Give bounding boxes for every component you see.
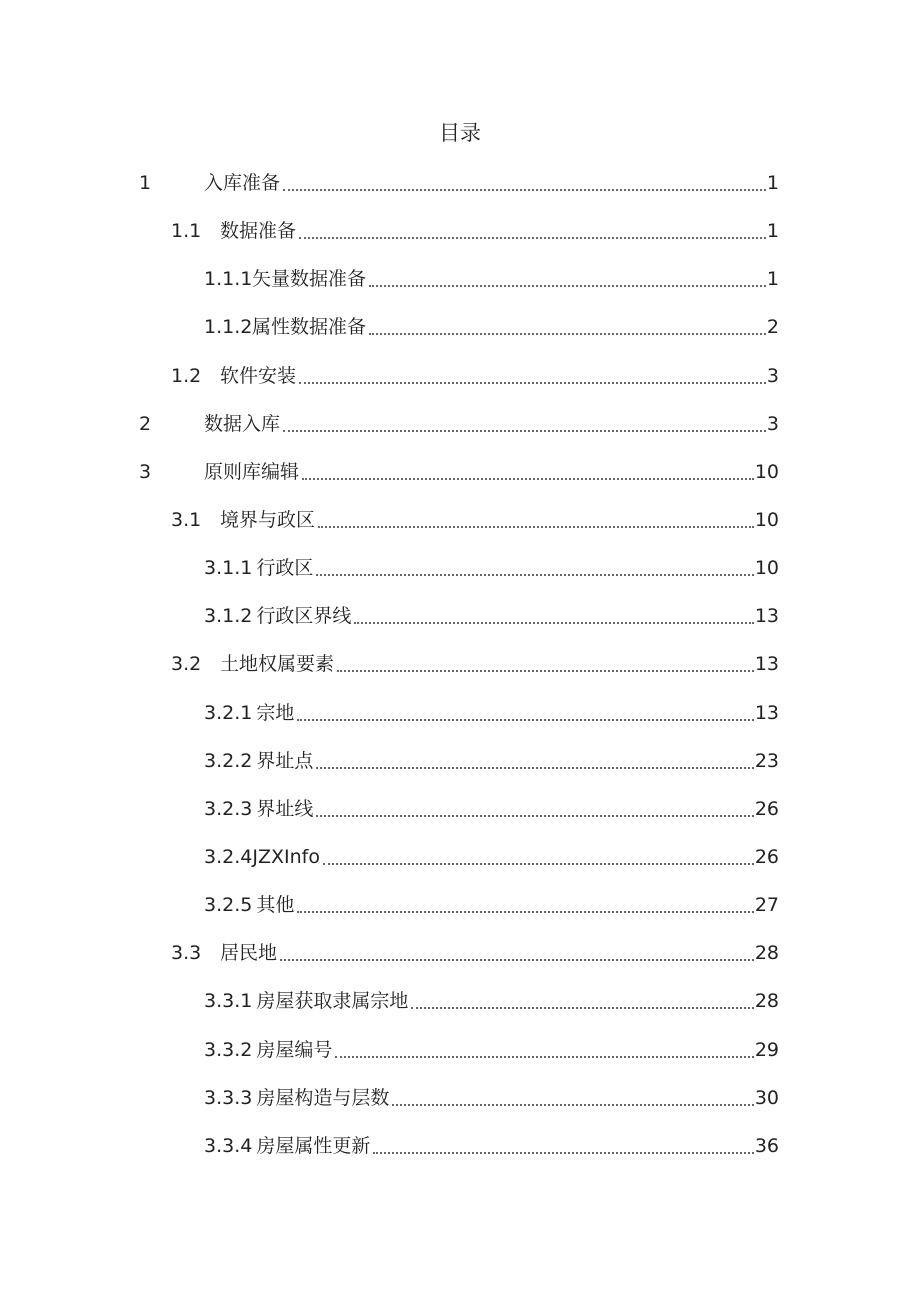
toc-entry-2[interactable] (139, 409, 779, 439)
toc-dot-leader (283, 430, 766, 432)
toc-dot-leader (369, 333, 766, 335)
toc-entry-number: 3.3.4 (204, 1135, 253, 1157)
toc-page-number: 1 (766, 268, 779, 290)
toc-dot-leader (280, 959, 754, 961)
toc-entry-text: 房屋获取隶属宗地 (256, 990, 409, 1012)
toc-entry-text: 原则库编辑 (204, 461, 300, 483)
toc-page-number: 3 (766, 413, 779, 435)
toc-entry-1-1[interactable] (171, 216, 779, 246)
toc-entry-1-1-2[interactable] (204, 312, 779, 342)
toc-dot-leader (297, 911, 753, 913)
toc-page-number: 10 (754, 509, 779, 531)
toc-page-number: 13 (754, 702, 779, 724)
toc-entry-3-1[interactable] (171, 505, 779, 535)
toc-entry-text: 房屋构造与层数 (256, 1087, 390, 1109)
toc-page-number: 13 (754, 653, 779, 675)
toc-page-number: 13 (754, 605, 779, 627)
toc-dot-leader (369, 285, 766, 287)
toc-entry-text: 入库准备 (204, 172, 281, 194)
toc-page-number: 36 (754, 1135, 779, 1157)
toc-entry-number: 2 (139, 413, 152, 435)
toc-entry-text: 软件安装 (220, 365, 297, 387)
toc-page-number: 28 (754, 942, 779, 964)
toc-entry-3-2-4[interactable] (204, 842, 779, 872)
toc-entry-number: 3.3 (171, 942, 202, 964)
toc-entry-number: 1.1.1 (204, 268, 253, 290)
toc-entry-text: 界址线 (256, 798, 314, 820)
toc-entry-number: 3.1.1 (204, 557, 253, 579)
toc-dot-leader (392, 1104, 753, 1106)
toc-page-number: 27 (754, 894, 779, 916)
toc-entry-text: 房屋编号 (256, 1039, 333, 1061)
toc-entry-1[interactable] (139, 168, 779, 198)
toc-entry-1-1-1[interactable] (204, 264, 779, 294)
toc-entry-text: 行政区界线 (256, 605, 352, 627)
toc-entry-3[interactable] (139, 457, 779, 487)
toc-entry-number: 3 (139, 461, 152, 483)
toc-entry-number: 1.2 (171, 365, 202, 387)
toc-entry-number: 3.2.1 (204, 702, 253, 724)
toc-dot-leader (318, 526, 754, 528)
toc-entry-number: 3.1 (171, 509, 202, 531)
toc-dot-leader (299, 382, 766, 384)
toc-entry-number: 3.3.1 (204, 990, 253, 1012)
toc-entry-text: 居民地 (220, 942, 278, 964)
toc-entry-number: 3.3.3 (204, 1087, 253, 1109)
toc-entry-number: 3.1.2 (204, 605, 253, 627)
toc-entry-3-2-5[interactable] (204, 890, 779, 920)
toc-dot-leader (323, 863, 754, 865)
toc-dot-leader (337, 670, 754, 672)
toc-page-number: 1 (766, 220, 779, 242)
toc-dot-leader (316, 767, 753, 769)
toc-dot-leader (316, 815, 753, 817)
toc-entry-number: 3.2.2 (204, 750, 253, 772)
toc-page-number: 26 (754, 846, 779, 868)
toc-entry-text: 房屋属性更新 (256, 1135, 371, 1157)
toc-page-number: 30 (754, 1087, 779, 1109)
toc-entry-text: 矢量数据准备 (252, 268, 367, 290)
toc-page-number: 2 (766, 316, 779, 338)
toc-dot-leader (411, 1007, 753, 1009)
toc-entry-text: 土地权属要素 (220, 653, 335, 675)
toc-entry-3-2-2[interactable] (204, 746, 779, 776)
toc-dot-leader (354, 622, 753, 624)
toc-entry-3-2-3[interactable] (204, 794, 779, 824)
toc-entry-1-2[interactable] (171, 361, 779, 391)
toc-dot-leader (302, 478, 754, 480)
toc-dot-leader (297, 719, 753, 721)
toc-entry-text: 数据准备 (220, 220, 297, 242)
toc-entry-number: 3.3.2 (204, 1039, 253, 1061)
toc-entry-3-2-1[interactable] (204, 698, 779, 728)
toc-entry-3-3-3[interactable] (204, 1083, 779, 1113)
toc-entry-text: 境界与政区 (220, 509, 316, 531)
toc-entry-3-1-2[interactable] (204, 601, 779, 631)
toc-page-number: 26 (754, 798, 779, 820)
toc-dot-leader (373, 1152, 753, 1154)
toc-entry-number: 1.1.2 (204, 316, 253, 338)
toc-entry-3-2[interactable] (171, 649, 779, 679)
toc-entry-text: 其他 (256, 894, 295, 916)
toc-entry-3-3-2[interactable] (204, 1035, 779, 1065)
toc-dot-leader (299, 237, 766, 239)
toc-page-number: 28 (754, 990, 779, 1012)
toc-page-number: 29 (754, 1039, 779, 1061)
toc-entry-number: 1.1 (171, 220, 202, 242)
toc-entry-3-1-1[interactable] (204, 553, 779, 583)
toc-title: 目录 (439, 121, 481, 145)
toc-entry-number: 3.2.4 (204, 846, 253, 868)
toc-entry-text: 属性数据准备 (252, 316, 367, 338)
toc-page-number: 3 (766, 365, 779, 387)
toc-entry-number: 3.2 (171, 653, 202, 675)
toc-entry-number: 3.2.3 (204, 798, 253, 820)
toc-dot-leader (283, 189, 766, 191)
toc-dot-leader (335, 1056, 753, 1058)
toc-entry-text: 宗地 (256, 702, 295, 724)
toc-entry-3-3-1[interactable] (204, 986, 779, 1016)
toc-dot-leader (316, 574, 753, 576)
toc-entry-text: 数据入库 (204, 413, 281, 435)
toc-page-number: 10 (754, 461, 779, 483)
toc-entry-text: 行政区 (256, 557, 314, 579)
toc-entry-number: 3.2.5 (204, 894, 253, 916)
toc-entry-number: 1 (139, 172, 152, 194)
toc-entry-text: JZXInfo (252, 846, 320, 868)
toc-page-number: 10 (754, 557, 779, 579)
toc-entry-text: 界址点 (256, 750, 314, 772)
toc-page-number: 1 (766, 172, 779, 194)
toc-entry-3-3-4[interactable] (204, 1131, 779, 1161)
toc-page-number: 23 (754, 750, 779, 772)
toc-entry-3-3[interactable] (171, 938, 779, 968)
